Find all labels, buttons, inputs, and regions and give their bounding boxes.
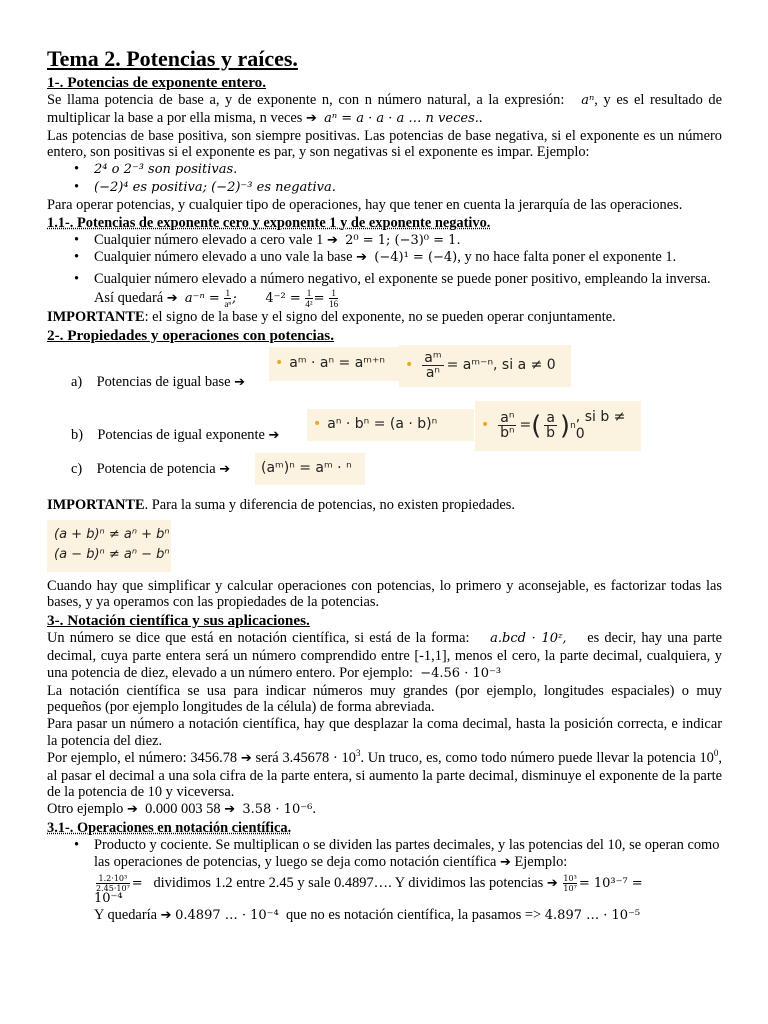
equals: = — [313, 290, 325, 306]
property-text: Potencias de igual base — [96, 373, 231, 390]
fraction-denominator: b — [546, 425, 556, 442]
arrow-icon: ➔ — [224, 802, 236, 818]
formula-same-base-quotient — [399, 345, 571, 387]
text: 0.000 003 58 — [145, 801, 221, 818]
period: . — [312, 801, 316, 818]
separator: ; — [232, 290, 237, 306]
scientific-form: a.bcd · 10ᶻ, — [490, 631, 567, 647]
fraction — [422, 351, 443, 380]
fraction — [498, 411, 516, 440]
text: Ejemplo: — [514, 853, 568, 870]
fraction-denominator: aⁿ — [224, 298, 232, 309]
fraction-numerator: aᵐ — [424, 350, 442, 367]
list-item — [47, 179, 722, 197]
text: Por ejemplo, el número: 3456.78 — [47, 749, 238, 766]
property-c — [71, 461, 230, 479]
example-math: 10⁻⁴ — [94, 890, 123, 906]
text: Otro ejemplo — [47, 801, 124, 818]
fraction-numerator: a — [546, 410, 555, 427]
property-a — [71, 374, 245, 392]
example-math: 2⁴ o 2⁻³ son positivas. — [94, 162, 238, 178]
paragraph-sign-rules: Las potencias de base positiva, son siempre positivas. Las potencias de base negativa, si el exponente es un número entero, son positivas si el exponente es par, y son negativas si el exponente es impar. Ejemplo: — [47, 127, 722, 161]
fraction-numerator: 1 — [306, 287, 312, 298]
example-math: (−2)⁴ es positiva; (−2)⁻³ es negativa. — [94, 179, 336, 195]
text: es decir, hay una parte decimal, cuya parte entera será un número comprendido entre [-1,1], menos el cero, la parte decimal, cualquiera, y una potencia de diez, elevado a un número entero. Por ejemplo: — [47, 630, 722, 681]
important-text: : el signo de la base y el signo del exponente, no se pueden operar conjuntamente. — [144, 308, 616, 325]
rule-math: 4⁻² = — [265, 290, 301, 306]
section-2-heading: 2-. Propiedades y operaciones con potencias. — [47, 326, 335, 344]
formula-same-base-product — [269, 347, 414, 381]
bullet-dot-icon: • — [313, 416, 322, 433]
section-1-1-heading: 1.1-. Potencias de exponente cero y exponente 1 y de exponente negativo. — [47, 214, 491, 231]
fraction — [224, 288, 231, 309]
fraction-denominator: 10⁷ — [563, 883, 577, 893]
arrow-icon: ➔ — [166, 290, 178, 306]
text: Producto y cociente. Se multiplican o se dividen las partes decimales, y las potencias del 10, se operan como las operaciones de potencias, y luego se deja como notación científica — [94, 836, 720, 870]
list-item — [47, 271, 722, 309]
fraction-numerator: 1 — [329, 288, 338, 299]
rule-math: a⁻ⁿ = — [184, 290, 220, 306]
list-item — [47, 161, 722, 179]
arrow-icon: ➔ — [500, 854, 511, 870]
list-item — [47, 249, 722, 267]
important-label: IMPORTANTE — [47, 308, 145, 325]
paragraph-definition — [47, 92, 722, 128]
formula-text: = aᵐ⁻ⁿ, si a ≠ 0 — [446, 357, 556, 374]
fraction — [305, 288, 312, 309]
rule-math: (−4)¹ = (−4) — [374, 250, 458, 266]
property-label: a) — [71, 373, 83, 390]
example-math: 0.4897 … · 10⁻⁴ — [175, 908, 279, 924]
page-title: Tema 2. Potencias y raíces. — [47, 46, 298, 71]
inequality-box — [47, 520, 171, 572]
text: dividimos 1.2 entre 2.45 y sale 0.4897…. Y dividimos las potencias — [153, 874, 544, 891]
important-note-1 — [47, 309, 722, 326]
rule-text: Cualquier número elevado a número negativo, el exponente se puede poner positivo, empleando la inversa. Así quedará — [94, 271, 711, 306]
property-text: Potencia de potencia — [96, 460, 216, 477]
fraction — [544, 411, 557, 440]
paragraph-example-2 — [47, 801, 722, 819]
arrow-icon: ➔ — [160, 908, 172, 924]
arrow-icon: ➔ — [326, 232, 338, 248]
equals: = — [131, 875, 143, 891]
fraction — [563, 874, 576, 893]
list-item — [47, 837, 722, 925]
paragraph-convert: Para pasar un número a notación científica, hay que desplazar la coma decimal, hasta la posición correcta, e indicar la potencia del diez. — [47, 716, 722, 749]
bullet-dot-icon: • — [405, 357, 414, 374]
fraction-numerator: 1 — [225, 287, 231, 298]
exponent: 0 — [713, 747, 719, 758]
text: Y quedaría — [94, 907, 157, 924]
text: . Un truco, es, como todo número puede llevar la potencia 10 — [360, 749, 714, 766]
paragraph-scientific-def — [47, 630, 722, 682]
exponent: 3 — [355, 747, 361, 758]
formula-same-exponent-quotient: • $\frac{\text{aⁿ}}{\text{bⁿ}}$ = ( $\frac{a}{b}$ ) n , si b ≠ 0 — [475, 401, 641, 451]
formula-text: (aᵐ)ⁿ = aᵐ · ⁿ — [261, 460, 352, 477]
important-note-2 — [47, 497, 722, 514]
property-label: b) — [71, 426, 83, 443]
important-text: . Para la suma y diferencia de potencias, no existen propiedades. — [144, 496, 516, 513]
text: que no es notación científica, la pasamos => — [285, 907, 542, 924]
rule-math: 2⁰ = 1; (−3)⁰ = 1. — [345, 232, 461, 248]
fraction-denominator: bⁿ — [500, 425, 515, 442]
arrow-icon: ➔ — [240, 750, 252, 766]
text: será 3.45678 · 10 — [255, 749, 356, 766]
fraction-numerator: 1.2·10³ — [96, 874, 130, 884]
fraction — [96, 874, 130, 893]
arrow-icon: ➔ — [219, 461, 231, 477]
text: , al pasar el decimal a una sola cifra de la parte entera, si aumento la parte decimal, disminuye el exponente de la parte de la potencia de 10 y viceversa. — [47, 749, 722, 801]
properties-block — [47, 345, 722, 497]
definition-text: Se llama potencia de base a, y de exponente n, con n número natural, a la expresión: — [47, 92, 565, 108]
property-b — [71, 427, 279, 445]
bullet-dot-icon: • — [275, 355, 284, 372]
arrow-icon: ➔ — [268, 427, 280, 443]
text: Un número se dice que está en notación científica, si está de la forma: — [47, 630, 470, 647]
example-math: = 10³⁻⁷ = — [578, 875, 643, 891]
important-label: IMPORTANTE — [47, 496, 145, 513]
formula-power-of-power — [255, 453, 365, 485]
paragraph-example — [47, 747, 722, 801]
inequality-sum: (a + b)ⁿ ≠ aⁿ + bⁿ — [54, 526, 170, 542]
fraction-numerator: 10³ — [563, 873, 577, 883]
operations-list — [47, 837, 722, 925]
example-list — [47, 161, 722, 197]
formula-text: aⁿ · bⁿ = (a · b)ⁿ — [327, 416, 438, 433]
power-expression: aⁿ — [581, 93, 595, 108]
arrow-icon: ➔ — [546, 875, 558, 891]
fraction-numerator: aⁿ — [500, 410, 515, 427]
example-math: 4.897 … · 10⁻⁵ — [544, 908, 641, 924]
paragraph-hierarchy: Para operar potencias, y cualquier tipo de operaciones, hay que tener en cuenta la jerarquía de las operaciones. — [47, 196, 683, 213]
section-1-heading: 1-. Potencias de exponente entero. — [47, 74, 267, 91]
paragraph-usage: La notación científica se usa para indicar números muy grandes (por ejemplo, longitudes espaciales) o muy pequeños (por ejemplo longitudes de la célula) de forma abreviada. — [47, 682, 722, 716]
rule-text-end: , y no hace falta poner el exponente 1. — [457, 249, 677, 266]
property-label: c) — [71, 460, 83, 477]
property-text: Potencias de igual exponente — [97, 426, 265, 443]
document-page — [47, 46, 722, 925]
fraction — [329, 288, 338, 309]
example-math: 3.58 · 10⁻⁶ — [242, 802, 313, 818]
example-math: −4.56 · 10⁻³ — [420, 665, 502, 681]
formula-text: aᵐ · aⁿ = aᵐ⁺ⁿ — [289, 355, 385, 372]
formula-text: , si b ≠ 0 — [575, 408, 626, 442]
fraction-denominator: 16 — [329, 298, 339, 309]
example-line — [94, 874, 722, 908]
arrow-icon: ➔ — [234, 374, 245, 390]
fraction-denominator: 2.45·10⁷ — [96, 883, 130, 893]
arrow-icon: ➔ — [126, 802, 138, 818]
rule-text: Cualquier número elevado a uno vale la base — [94, 249, 353, 266]
fraction-denominator: 4² — [305, 298, 313, 309]
rule-text: Cualquier número elevado a cero vale 1 — [94, 231, 324, 248]
fraction-denominator: aⁿ — [425, 365, 440, 382]
inequality-difference: (a − b)ⁿ ≠ aⁿ − bⁿ — [54, 546, 170, 562]
paragraph-factorize: Cuando hay que simplificar y calcular operaciones con potencias, lo primero y aconsejable, es factorizar todas las bases, y ya operamos con las propiedades de la potencias. — [47, 577, 722, 611]
result-line — [94, 907, 722, 925]
section-3-1-heading: 3.1-. Operaciones en notación científica. — [47, 819, 292, 836]
arrow-icon: ➔ — [305, 110, 317, 126]
rules-list — [47, 232, 722, 309]
formula-same-exponent-product — [307, 409, 474, 441]
bullet-dot-icon: • — [481, 417, 490, 434]
arrow-icon: ➔ — [356, 250, 368, 266]
list-item — [47, 232, 722, 250]
power-formula: aⁿ = a · a · a … n veces. — [324, 110, 479, 126]
section-3-heading: 3-. Notación científica y sus aplicaciones. — [47, 612, 310, 630]
period: . — [478, 109, 483, 126]
definition-text-2: , y es el resultado de multiplicar la base a por ella misma, n veces — [47, 92, 722, 126]
